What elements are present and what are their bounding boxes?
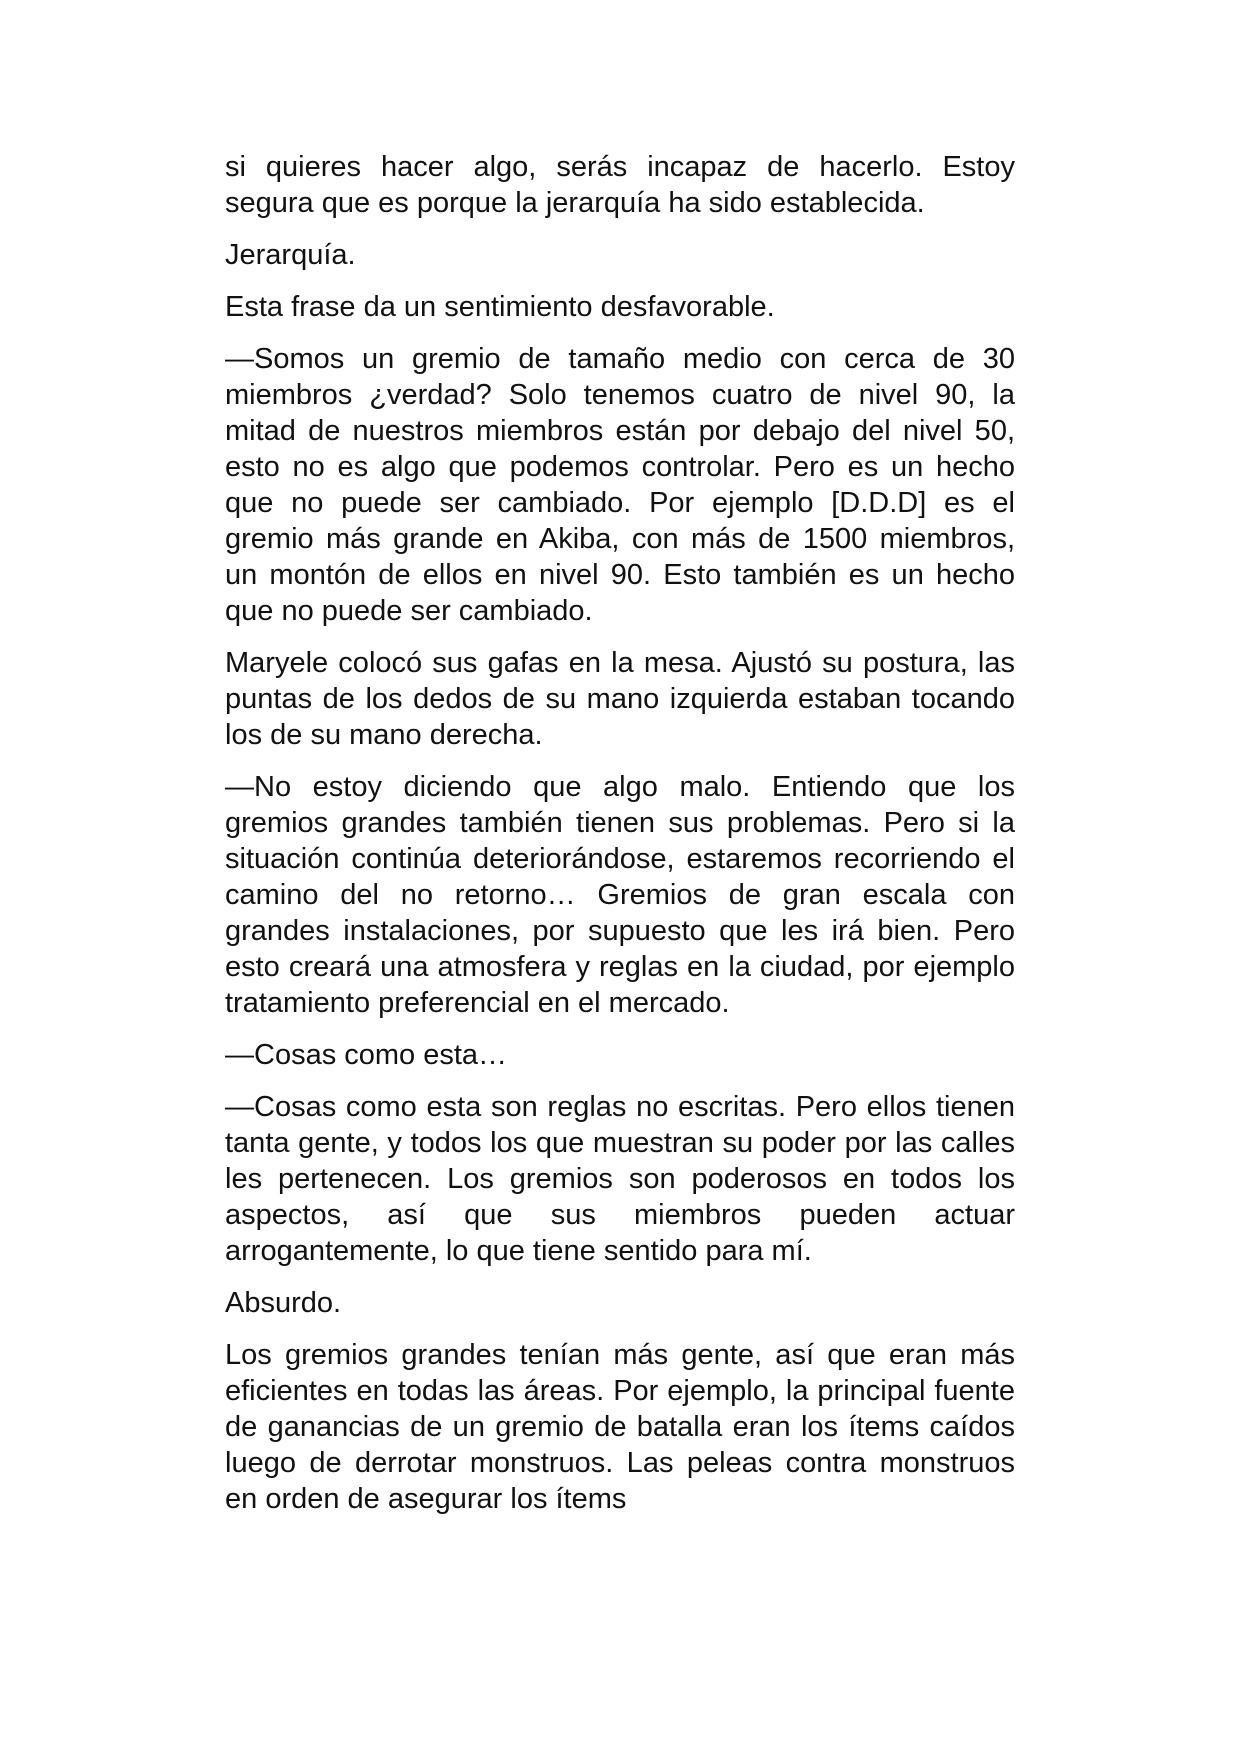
paragraph: Maryele colocó sus gafas en la mesa. Ajustó su postura, las puntas de los dedos de su mano izquierda estaban tocando los de su mano derecha.: [225, 647, 1015, 751]
paragraph: Los gremios grandes tenían más gente, así que eran más eficientes en todas las áreas. Por ejemplo, la principal fuente de ganancias de un gremio de batalla eran los ítems caídos luego de derrotar monstruos. Las peleas contra monstruos en orden de asegurar los ítems: [225, 1339, 1015, 1515]
paragraph: —Somos un gremio de tamaño medio con cerca de 30 miembros ¿verdad? Solo tenemos cuatro de nivel 90, la mitad de nuestros miembros están por debajo del nivel 50, esto no es algo que podemos controlar. Pero es un hecho que no puede ser cambiado. Por ejemplo [D.D.D] es el gremio más grande en Akiba, con más de 1500 miembros, un montón de ellos en nivel 90. Esto también es un hecho que no puede ser cambiado.: [225, 343, 1015, 627]
paragraph: Jerarquía.: [225, 239, 356, 271]
document-page: [225, 149, 1015, 1533]
paragraph: Esta frase da un sentimiento desfavorable.: [225, 291, 775, 323]
paragraph: —Cosas como esta son reglas no escritas. Pero ellos tienen tanta gente, y todos los que muestran su poder por las calles les pertenecen. Los gremios son poderosos en todos los aspectos, así que sus miembros pueden actuar arrogantemente, lo que tiene sentido para mí.: [225, 1091, 1015, 1267]
paragraph: si quieres hacer algo, serás incapaz de hacerlo. Estoy segura que es porque la jerarquía ha sido establecida.: [225, 151, 1015, 219]
paragraph: Absurdo.: [225, 1287, 342, 1319]
paragraph: —No estoy diciendo que algo malo. Entiendo que los gremios grandes también tienen sus problemas. Pero si la situación continúa deteriorándose, estaremos recorriendo el camino del no retorno… Gremios de gran escala con grandes instalaciones, por supuesto que les irá bien. Pero esto creará una atmosfera y reglas en la ciudad, por ejemplo tratamiento preferencial en el mercado.: [225, 771, 1015, 1019]
paragraph: —Cosas como esta…: [225, 1039, 508, 1071]
